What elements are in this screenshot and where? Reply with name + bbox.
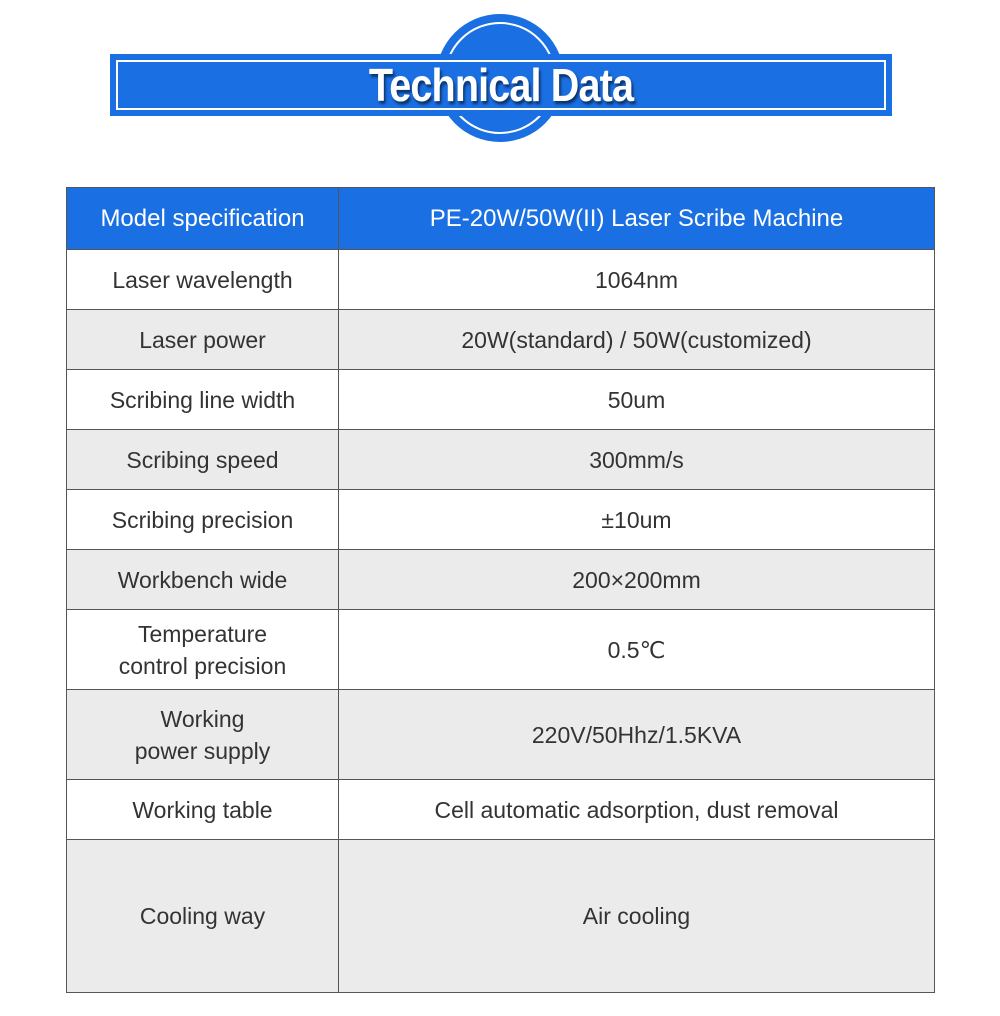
spec-value: ±10um: [339, 490, 935, 550]
spec-value: Air cooling: [339, 840, 935, 993]
spec-label: Workbench wide: [67, 550, 339, 610]
spec-label: Scribing line width: [67, 370, 339, 430]
spec-label-line: Temperature: [137, 620, 268, 647]
spec-label: Working table: [67, 780, 339, 840]
header-value-cell: PE-20W/50W(II) Laser Scribe Machine: [339, 188, 935, 250]
table-row: [67, 780, 935, 840]
spec-label: [67, 610, 339, 690]
spec-label: [67, 690, 339, 780]
spec-label-line: power supply: [134, 737, 271, 764]
spec-value: 50um: [339, 370, 935, 430]
table-row: [67, 310, 935, 370]
spec-label: Laser power: [67, 310, 339, 370]
table-row: [67, 490, 935, 550]
spec-label: Scribing precision: [67, 490, 339, 550]
spec-label: Laser wavelength: [67, 250, 339, 310]
spec-value: 0.5℃: [339, 610, 935, 690]
table-header-row: [67, 188, 935, 250]
table-row: [67, 250, 935, 310]
spec-label-line: Working: [160, 705, 245, 732]
table-row: [67, 430, 935, 490]
spec-value: 1064nm: [339, 250, 935, 310]
spec-value: 200×200mm: [339, 550, 935, 610]
table-row: [67, 840, 935, 993]
spec-table: [66, 187, 935, 993]
spec-label: Scribing speed: [67, 430, 339, 490]
spec-value: Cell automatic adsorption, dust removal: [339, 780, 935, 840]
page-title: Technical Data: [368, 59, 634, 111]
spec-value: 220V/50Hhz/1.5KVA: [339, 690, 935, 780]
header-label-cell: Model specification: [67, 188, 339, 250]
spec-value: 300mm/s: [339, 430, 935, 490]
table-row: [67, 370, 935, 430]
table-row: [67, 690, 935, 780]
table-row: [67, 610, 935, 690]
spec-value: 20W(standard) / 50W(customized): [339, 310, 935, 370]
spec-label: Cooling way: [67, 840, 339, 993]
spec-label-line: control precision: [118, 652, 287, 679]
table-row: [67, 550, 935, 610]
